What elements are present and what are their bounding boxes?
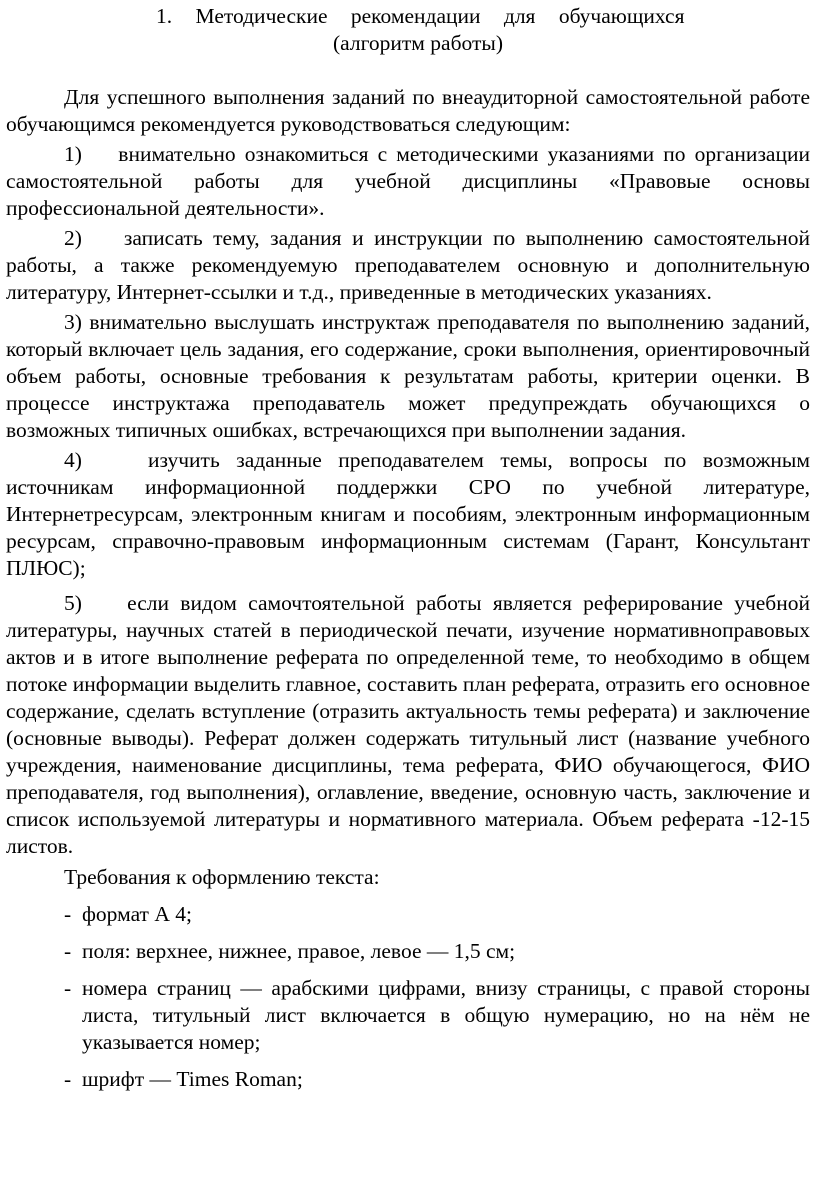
requirement-text: формат А 4; [82,902,192,926]
step-5-paragraph: 5) если видом самочтоятельной работы является реферирование учебной литературы, научных статей в периодической печати, изучение нормативноправовых актов и в итоге выполнение реферата по определенной теме, то необходимо в общем потоке информации выделить главное, составить план реферата, отразить его основное содержание, сделать вступление (отразить актуальность темы реферата) и заключение (основные выводы). Реферат должен содержать титульный лист (название учебного учреждения, наименование дисциплины, тема реферата, ФИО обучающегося, ФИО преподавателя, год выполнения), оглавление, введение, основную часть, заключение и список используемой литературы и нормативного материала. Объем реферата -12-15 листов. [6,591,810,858]
requirements-list [6,901,810,1093]
requirement-text: номера страниц — арабскими цифрами, внизу страницы, с правой стороны листа, титульный лист включается в общую нумерацию, но на нём не указывается номер; [82,976,810,1054]
requirement-item-font [6,1066,810,1093]
requirement-item-format [6,901,810,928]
dash-marker: - [64,939,72,963]
requirement-text: поля: верхнее, нижнее, правое, левое — 1,5 см; [82,939,516,963]
document-page [6,0,810,1093]
dash-marker: - [64,1067,72,1091]
heading-title: 1. Методические рекомендации для обучающихся [156,4,685,28]
heading-subtitle: (алгоритм работы) [333,31,503,55]
requirements-title: Требования к оформлению текста: [64,865,380,889]
intro-paragraph: Для успешного выполнения заданий по внеаудиторной самостоятельной работе обучающимся рекомендуется руководствоваться следующим: [6,85,810,136]
dash-marker: - [64,976,72,1000]
step-2-paragraph: 2) записать тему, задания и инструкции по выполнению самостоятельной работы, а также рекомендуемую преподавателем основную и дополнительную литературу, Интернет-ссылки и т.д., приведенные в методических указаниях. [6,226,810,304]
requirement-item-page-numbers [6,975,810,1056]
section-heading [6,0,810,57]
dash-marker: - [64,902,72,926]
step-1-paragraph: 1) внимательно ознакомиться с методическими указаниями по организации самостоятельной работы для учебной дисциплины «Правовые основы профессиональной деятельности». [6,142,810,220]
step-4-paragraph: 4) изучить заданные преподавателем темы, вопросы по возможным источникам информационной поддержки СРО по учебной литературе, Интернетресурсам, электронным книгам и пособиям, электронным информационным ресурсам, справочно-правовым информационным системам (Гарант, Консультант ПЛЮС); [6,448,810,580]
requirement-item-margins [6,938,810,965]
requirement-text: шрифт — Times Roman; [82,1067,303,1091]
step-3-paragraph: 3) внимательно выслушать инструктаж преподавателя по выполнению заданий, который включает цель задания, его содержание, сроки выполнения, ориентировочный объем работы, основные требования к результатам работы, критерии оценки. В процессе инструктажа преподаватель может предупреждать обучающихся о возможных типичных ошибках, встречающихся при выполнении задания. [6,310,810,442]
